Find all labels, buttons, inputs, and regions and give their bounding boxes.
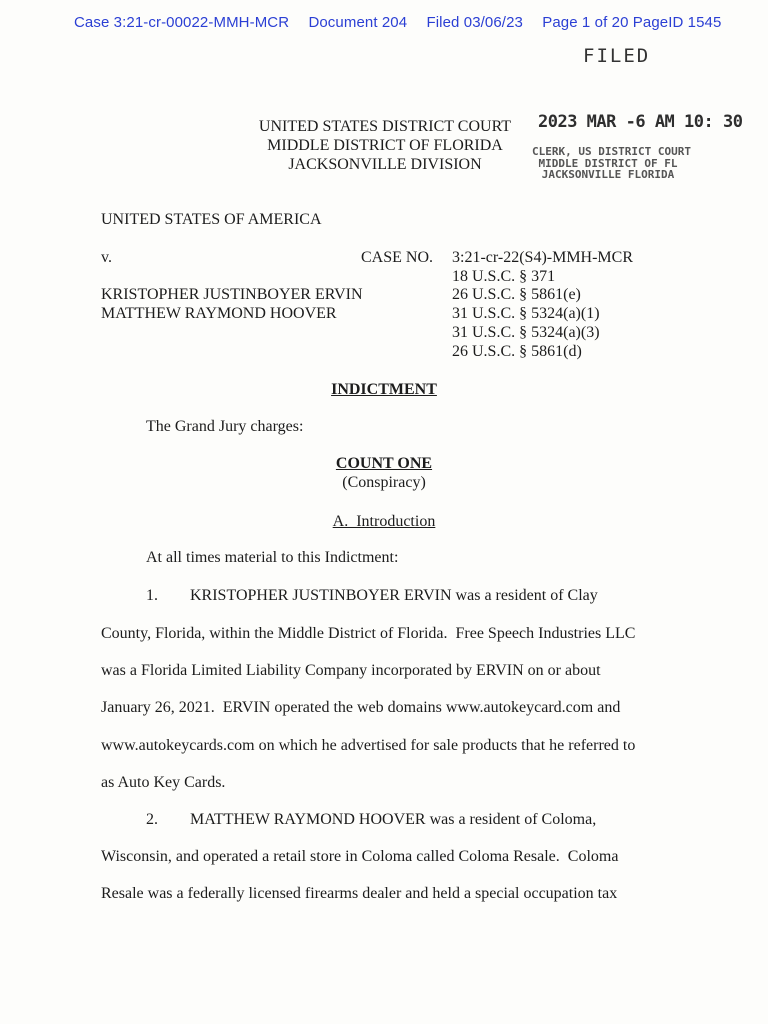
paragraph-line: County, Florida, within the Middle District of Florida. Free Speech Industries LLC (101, 625, 636, 642)
statute-citation: 31 U.S.C. § 5324(a)(1) (452, 305, 600, 323)
header-document-number: Document 204 (308, 14, 408, 31)
section-heading: A. Introduction (332, 513, 436, 530)
paragraph-line: 2. MATTHEW RAYMOND HOOVER was a resident of Coloma, (146, 811, 597, 828)
case-number: 3:21-cr-22(S4)-MMH-MCR (452, 249, 633, 266)
statute-citation: 26 U.S.C. § 5861(e) (452, 286, 581, 304)
plaintiff-name: UNITED STATES OF AMERICA (101, 211, 322, 228)
header-filed-date: Filed 03/06/23 (426, 14, 523, 31)
statute-citation: 31 U.S.C. § 5324(a)(3) (452, 323, 600, 341)
material-line: At all times material to this Indictment: (146, 549, 399, 566)
filed-stamp: FILED (583, 45, 651, 67)
clerk-stamp-line: JACKSONVILLE FLORIDA (541, 168, 675, 181)
defendant-name: KRISTOPHER JUSTINBOYER ERVIN (101, 286, 363, 303)
case-no-label: CASE NO. (361, 249, 434, 266)
count-title: COUNT ONE (335, 455, 433, 472)
charges-intro: The Grand Jury charges: (146, 418, 304, 435)
paragraph-line: was a Florida Limited Liability Company incorporated by ERVIN on or about (101, 662, 601, 679)
header-case-number: Case 3:21-cr-00022-MMH-MCR (74, 14, 290, 31)
filed-datetime-stamp: 2023 MAR -6 AM 10: 30 (538, 112, 743, 132)
document-title: INDICTMENT (331, 381, 437, 398)
court-heading (240, 117, 530, 174)
clerk-stamp-line: MIDDLE DISTRICT OF FL (538, 156, 678, 170)
court-name: UNITED STATES DISTRICT COURT (258, 118, 512, 135)
case-statutes (452, 249, 633, 361)
versus: v. (101, 249, 112, 266)
court-division: JACKSONVILLE DIVISION (288, 156, 482, 173)
header-page-info: Page 1 of 20 PageID 1545 (542, 14, 722, 31)
court-district: MIDDLE DISTRICT OF FLORIDA (267, 137, 503, 154)
ecf-header (74, 14, 721, 31)
paragraph-line: 1. KRISTOPHER JUSTINBOYER ERVIN was a resident of Clay (146, 587, 598, 604)
paragraph-line: as Auto Key Cards. (101, 774, 226, 791)
statute-citation: 18 U.S.C. § 371 (452, 267, 556, 285)
paragraph-line: www.autokeycards.com on which he advertised for sale products that he referred to (101, 737, 636, 754)
statute-citation: 26 U.S.C. § 5861(d) (452, 342, 582, 360)
paragraph-line: Wisconsin, and operated a retail store in Coloma called Coloma Resale. Coloma (101, 848, 619, 865)
count-subtitle: (Conspiracy) (342, 474, 426, 491)
clerk-stamp-line: CLERK, US DISTRICT COURT (532, 145, 691, 158)
clerk-stamp (532, 145, 691, 181)
paragraph-line: January 26, 2021. ERVIN operated the web domains www.autokeycard.com and (101, 699, 621, 716)
paragraph-line: Resale was a federally licensed firearms dealer and held a special occupation tax (101, 885, 618, 902)
defendant-name: MATTHEW RAYMOND HOOVER (101, 305, 337, 322)
